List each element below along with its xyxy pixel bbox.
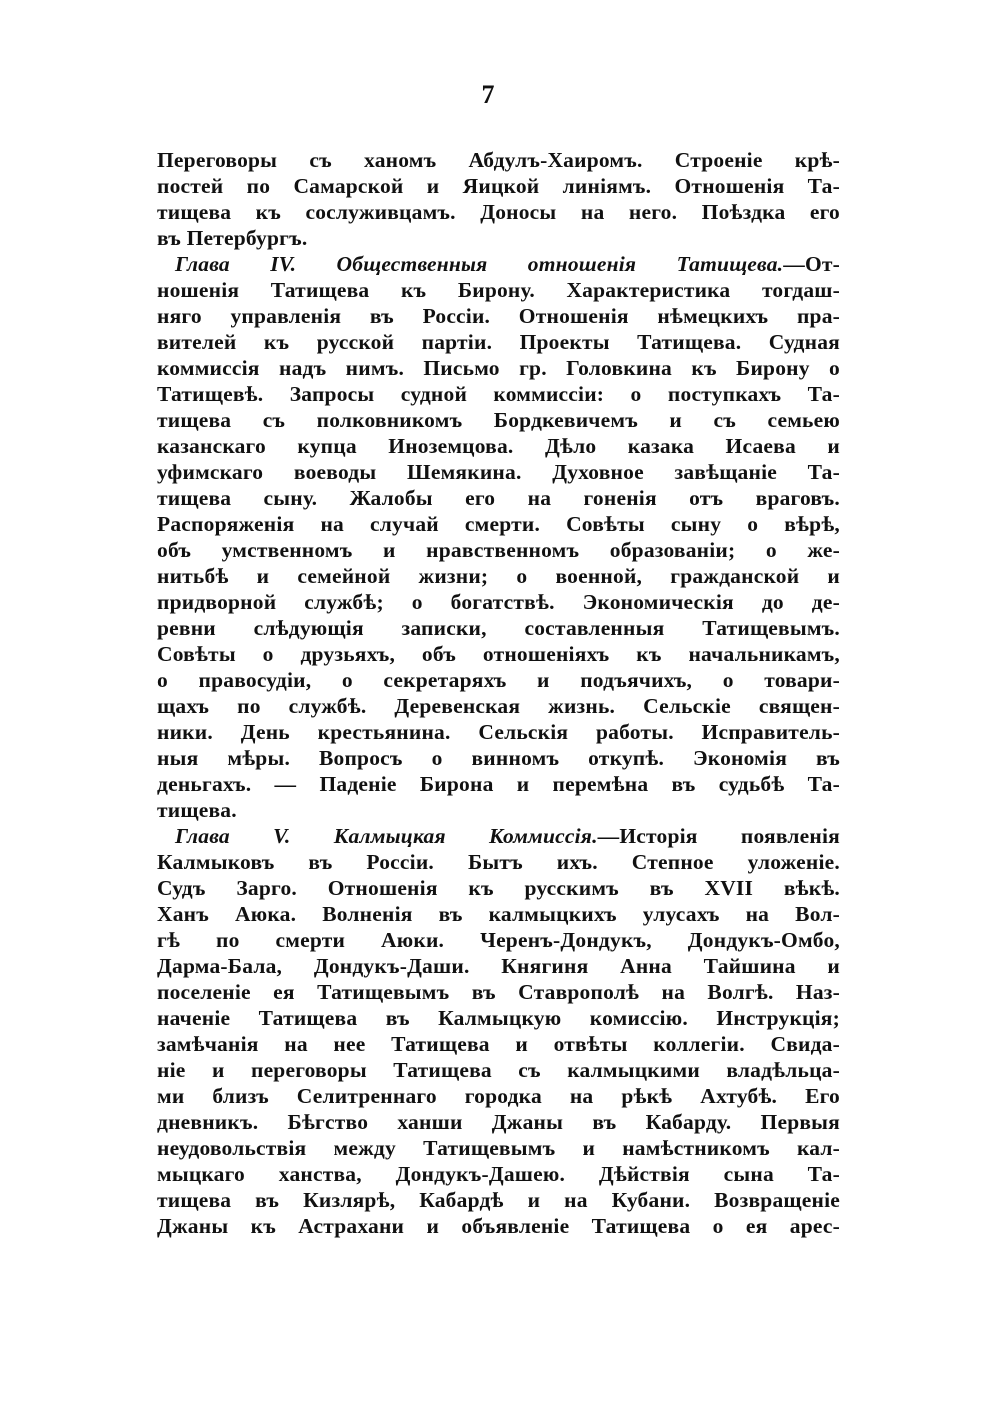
line-text: казанскаго купца Иноземцова. Дѣло казака Исаева и [157,434,840,458]
line-text: постей по Самарской и Яицкой линіямъ. Отношенія Та- [157,174,840,198]
chapter-title: Глава IV. Общественныя отношенія Татищева. [175,252,784,276]
line-text: тищева въ Кизлярѣ, Кабардѣ и на Кубани. Возвращеніе [157,1188,840,1212]
line-text: тищева съ полковникомъ Бордкевичемъ и съ семьею [157,408,840,432]
text-line [157,225,840,251]
line-text: —Исторія появленія [597,824,840,848]
text-line [157,329,840,355]
text-line [157,693,840,719]
chapter-title: Глава V. Калмыцкая Коммиссія. [175,824,598,848]
line-text: тищева. [157,798,237,822]
text-line [157,1109,840,1135]
text-line [157,901,840,927]
line-text: гѣ по смерти Аюки. Черенъ-Дондукъ, Дондукъ-Омбо, [157,928,840,952]
line-text: Распоряженія на случай смерти. Совѣты сыну о вѣрѣ, [157,512,840,536]
line-text: мыцкаго ханства, Дондукъ-Дашею. Дѣйствія сына Та- [157,1162,840,1186]
line-text: Джаны къ Астрахани и объявленіе Татищева о ея арес- [157,1214,840,1238]
line-text: ныя мѣры. Вопросъ о винномъ откупѣ. Экономія въ [157,746,840,770]
text-line [157,953,840,979]
line-text: Совѣты о друзьяхъ, объ отношеніяхъ къ начальникамъ, [157,642,840,666]
line-text: щахъ по службѣ. Деревенская жизнь. Сельскіе священ- [157,694,840,718]
text-line [157,511,840,537]
text-line [157,485,840,511]
line-text: ношенія Татищева къ Бирону. Характеристика тогдаш- [157,278,840,302]
line-text: няго управленія въ Россіи. Отношенія нѣмецкихъ пра- [157,304,840,328]
text-line [157,199,840,225]
text-line [157,1031,840,1057]
text-line [157,667,840,693]
text-line [157,1161,840,1187]
text-line [157,459,840,485]
line-text: ревни слѣдующія записки, составленныя Татищевымъ. [157,616,840,640]
line-text: поселеніе ея Татищевымъ въ Ставрополѣ на Волгѣ. Наз- [157,980,840,1004]
line-text: ніе и переговоры Татищева съ калмыцкими владѣльца- [157,1058,840,1082]
line-text: Дарма-Бала, Дондукъ-Даши. Княгиня Анна Тайшина и [157,954,840,978]
line-text: Переговоры съ ханомъ Абдулъ-Хаиромъ. Строеніе крѣ- [157,148,840,172]
text-line [157,1213,840,1239]
line-text: придворной службѣ; о богатствѣ. Экономическія до де- [157,590,840,614]
text-line [157,797,840,823]
line-text: наченіе Татищева въ Калмыцкую комиссію. Инструкція; [157,1006,840,1030]
line-text: тищева къ сослуживцамъ. Доносы на него. Поѣздка его [157,200,840,224]
text-line [157,1135,840,1161]
line-text: о правосудіи, о секретаряхъ и подъячихъ, о товари- [157,668,840,692]
line-text: тищева сыну. Жалобы его на гоненія отъ враговъ. [157,486,840,510]
line-text: нитьбѣ и семейной жизни; о военной, гражданской и [157,564,840,588]
text-line [157,641,840,667]
line-text: Калмыковъ въ Россіи. Бытъ ихъ. Степное уложеніе. [157,850,840,874]
text-line [157,355,840,381]
text-line [157,537,840,563]
text-line [157,147,840,173]
text-line [157,277,840,303]
text-line [157,173,840,199]
line-text: замѣчанія на нее Татищева и отвѣты коллегіи. Свида- [157,1032,840,1056]
text-line [157,849,840,875]
line-text: ми близъ Селитреннаго городка на рѣкѣ Ахтубѣ. Его [157,1084,840,1108]
text-line [157,615,840,641]
text-line [157,563,840,589]
text-line [157,1083,840,1109]
text-line [157,1187,840,1213]
line-text: вителей къ русской партіи. Проекты Татищева. Судная [157,330,840,354]
line-text: —От- [783,252,840,276]
line-text: Татищевѣ. Запросы судной коммиссіи: о поступкахъ Та- [157,382,840,406]
text-line [157,303,840,329]
text-line [157,407,840,433]
text-line [157,1005,840,1031]
text-line [157,589,840,615]
line-text: коммиссія надъ нимъ. Письмо гр. Головкина къ Бирону о [157,356,840,380]
text-line [157,979,840,1005]
line-text: въ Петербургъ. [157,226,308,250]
text-line [157,875,840,901]
line-text: Судъ Зарго. Отношенія къ русскимъ въ XVII вѣкѣ. [157,876,840,900]
line-text: ники. День крестьянина. Сельскія работы. Исправитель- [157,720,840,744]
line-text: уфимскаго воеводы Шемякина. Духовное завѣщаніе Та- [157,460,840,484]
page-number: 7 [481,80,495,109]
text-line [157,745,840,771]
line-text: неудовольствія между Татищевымъ и намѣстникомъ кал- [157,1136,840,1160]
body-text [157,147,840,1239]
text-line [157,719,840,745]
text-line [157,381,840,407]
text-line [157,433,840,459]
line-text: деньгахъ. — Паденіе Бирона и перемѣна въ судьбѣ Та- [157,772,840,796]
text-line [157,771,840,797]
line-text: объ умственномъ и нравственномъ образованіи; о же- [157,538,840,562]
chapter-heading-line [157,823,840,849]
text-line [157,927,840,953]
line-text: дневникъ. Бѣгство ханши Джаны въ Кабарду. Первыя [157,1110,840,1134]
line-text: Ханъ Аюка. Волненія въ калмыцкихъ улусахъ на Вол- [157,902,840,926]
chapter-heading-line [157,251,840,277]
text-line [157,1057,840,1083]
